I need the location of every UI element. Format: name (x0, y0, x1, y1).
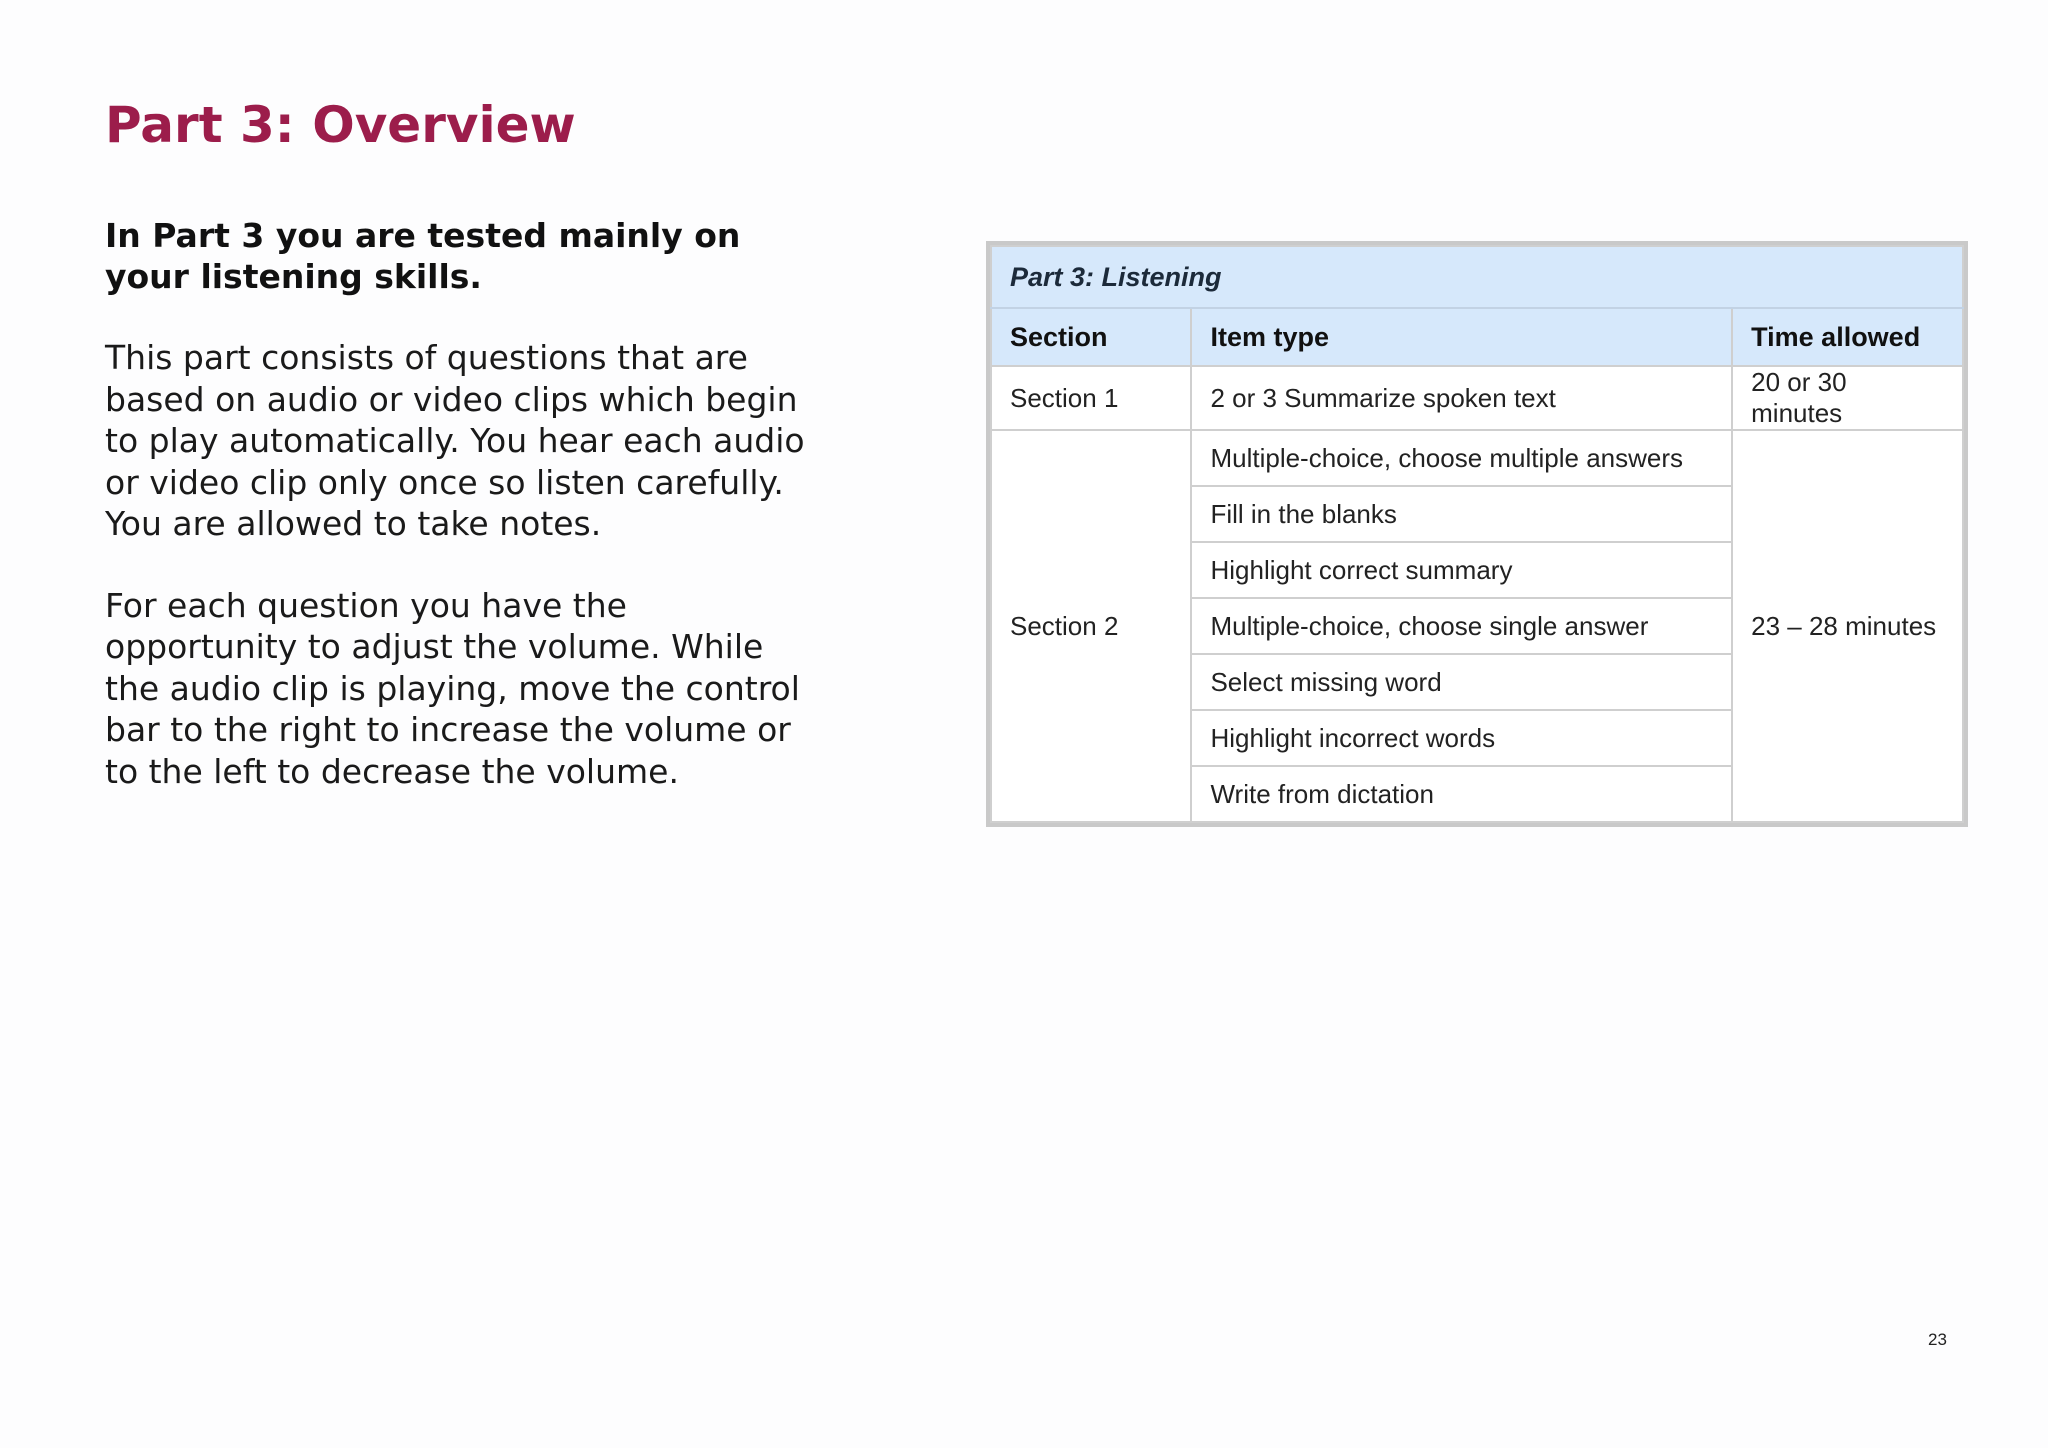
paragraph-volume: For each question you have the opportunity to adjust the volume. While the audio clip is playing, move the control bar to the right to increase the volume or to the left to decrease the volume. (105, 585, 800, 791)
table-caption: Part 3: Listening (991, 246, 1963, 308)
table-caption-row (991, 246, 1963, 308)
item-type-cell: Write from dictation (1191, 766, 1732, 822)
item-type-cell: Fill in the blanks (1191, 486, 1732, 542)
paragraph-audio-clips: This part consists of questions that are based on audio or video clips which begin to play automatically. You hear each audio or video clip only once so listen carefully. You are allowed to take notes. (105, 338, 805, 543)
item-type-cell: Multiple-choice, choose single answer (1191, 598, 1732, 654)
table-header-row (991, 308, 1963, 366)
item-type-cell: Multiple-choice, choose multiple answers (1191, 430, 1732, 486)
item-type-cell: Select missing word (1191, 654, 1732, 710)
intro-statement: In Part 3 you are tested mainly on your listening skills. (105, 216, 741, 296)
listening-table (986, 241, 1968, 827)
section-2-time: 23 – 28 minutes (1732, 430, 1963, 822)
item-type-cell: Highlight correct summary (1191, 542, 1732, 598)
header-item-type: Item type (1191, 308, 1732, 366)
header-section: Section (991, 308, 1191, 366)
header-time-allowed: Time allowed (1732, 308, 1963, 366)
section-1-name: Section 1 (991, 366, 1191, 430)
section-1-time: 20 or 30 minutes (1732, 366, 1963, 430)
table-row (991, 366, 1963, 430)
item-type-cell: Highlight incorrect words (1191, 710, 1732, 766)
page-title: Part 3: Overview (105, 96, 576, 154)
overview-text-column (105, 215, 825, 832)
table-row (991, 430, 1963, 486)
item-type-cell: 2 or 3 Summarize spoken text (1191, 366, 1732, 430)
page-number: 23 (1928, 1330, 1947, 1349)
section-2-name: Section 2 (991, 430, 1191, 822)
